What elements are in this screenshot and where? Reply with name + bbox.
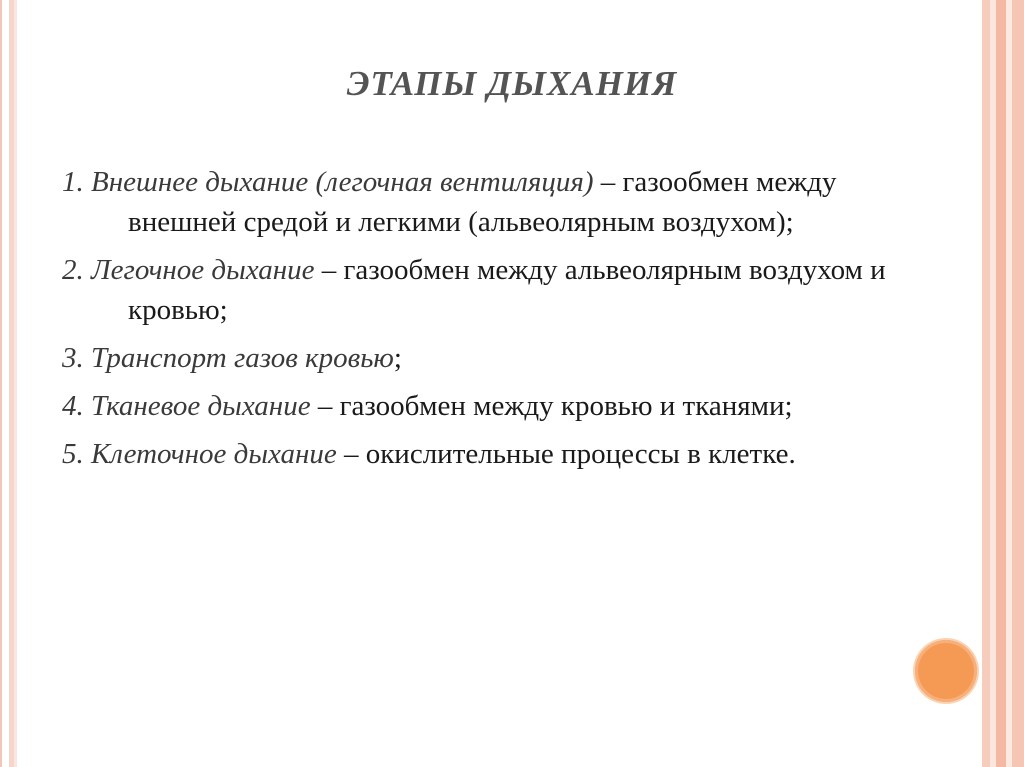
item-term: Тканевое дыхание [91,390,311,422]
decorative-circle [915,640,977,702]
item-term: Легочное дыхание [91,254,315,286]
right-stripe [996,0,1006,767]
slide-title: ЭТАПЫ ДЫХАНИЯ [346,64,678,103]
item-description: – окислительные процессы в клетке. [336,438,796,470]
list-item [62,250,942,330]
item-number: 5. [62,438,84,470]
item-description: – газообмен между альвеолярным воздухом и кровью; [128,254,886,326]
item-description: – газообмен между внешней средой и легкими (альвеолярным воздухом); [128,166,837,238]
item-number: 4. [62,390,84,422]
list-item [62,434,942,474]
stages-list [62,162,942,482]
list-item [62,386,942,426]
item-number: 2. [62,254,84,286]
item-number: 3. [62,342,84,374]
item-description: – газообмен между кровью и тканями; [310,390,793,422]
left-frame [0,0,14,767]
item-number: 1. [62,166,84,198]
right-stripe [1012,0,1024,767]
right-stripe [982,0,990,767]
item-term: Внешнее дыхание (легочная вентиляция) [91,166,594,198]
list-item [62,162,942,242]
left-frame-inner [14,0,17,767]
item-term: Клеточное дыхание [91,438,337,470]
item-term: Транспорт газов кровью [91,342,394,374]
item-description: ; [393,342,402,374]
list-item [62,338,942,378]
